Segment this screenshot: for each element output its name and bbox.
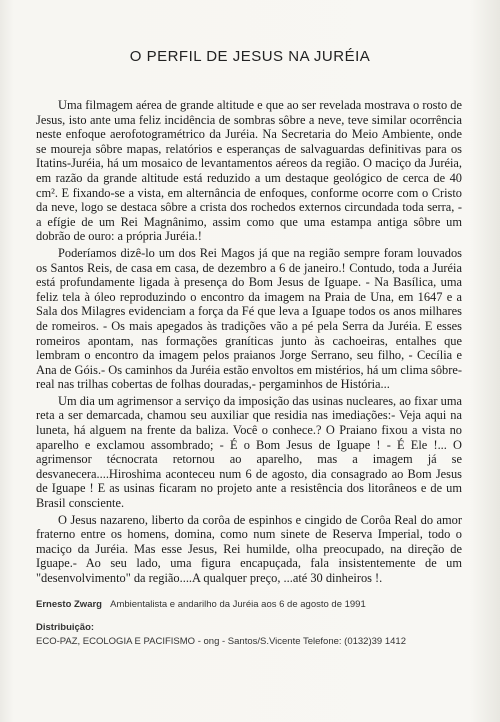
paragraph-2: Poderíamos dizê-lo um dos Rei Magos já que na região sempre foram louvados os Santos Reis, de casa em casa, de dezembro a 6 de janeiro.! Contudo, toda a Juréia está profundamente ligada à presença do Bom Jesus de Iguape. - Na Basílica, uma feliz tela à óleo reproduzindo o encontro da imagem na Praia de Una, em 1647 e a Sala dos Milagres evidenciam a força da Fé que leva a Iguape todos os anos milhares de romeiros. - Os mais apegados às tradições vão a pé pela Serra da Juréia. E esses romeiros apontam, nas formações graníticas junto às cachoeiras, entalhes que lembram o encontro da imagem pelos praianos Jorge Serrano, seu filho, - Cecília e Ana de Góis.- Os caminhos da Juréia estão envoltos em mistérios, há um clima sôbre-real nas trilhas cobertas de folhas douradas,- pergaminhos de História...: [36, 245, 463, 392]
paragraph-1: Uma filmagem aérea de grande altitude e que ao ser revelada mostrava o rosto de Jesus, isto ante uma feliz incidência de sombras sôbre a neve, teve similar ocorrência neste enfoque aerofotogramétrico da Juréia. Na Secretaria do Meio Ambiente, onde se moureja sôbre mapas, relatórios e esperanças de salvaguardas definitivas para os Itatins-Juréia, há um mosaico de levantamentos aéreos da região. O maciço da Juréia, em razão da grande altitude está reduzido a um destaque geológico de cerca de 40 cm². E fixando-se a vista, em alternância de enfoques, conforme ocorre com o Cristo da neve, logo se destaca sôbre a crista dos rochedos externos circundada toda serra, - a efígie de um Rei Magnânimo, assim como que uma estampa antiga sôbre um dobrão de ouro: a própria Juréia.!: [36, 98, 462, 244]
author-name: Ernesto Zwarg: [36, 599, 102, 610]
paragraph-4: O Jesus nazareno, liberto da corôa de espinhos e cingido de Corôa Real do amor fraterno entre os homens, domina, como num sinete de Reserva Imperial, todo o maciço da Juréia. Mas esse Jesus, Rei humilde, olha preocupado, na direção de Iguape.- Ao seu lado, uma figura encapuçada, fala insistentemente de um "desenvolvimento" da região....A qualquer preço, ...até 30 dinheiros !.: [36, 512, 462, 585]
document-title: O PERFIL DE JESUS NA JURÉIA: [129, 48, 371, 65]
document-body: [36, 98, 462, 588]
distribution-label: Distribuição:: [36, 622, 95, 633]
paragraph-3: Um dia um agrimensor a serviço da imposição das usinas nucleares, ao fixar uma reta a ser demarcada, chamou seu auxiliar que residia nas imediações:- Veja aqui na luneta, há alguem na frente da baliza. Você o conhece.? O Praiano fixou a vista no aparelho e exclamou assombrado; - É o Bom Jesus de Iguape ! - É Ele !... O agrimensor técnocrata retornou ao aparelho, mas a imagem já se desvanecera....Hiroshima aconteceu num 6 de agosto, dia consagrado ao Bom Jesus de Iguape ! E as usinas ficaram no projeto ante a resistência dos litorâneos e de um Brasil consciente.: [36, 393, 462, 511]
distribution-text: ECO-PAZ, ECOLOGIA E PACIFISMO - ong - Santos/S.Vicente Telefone: (0132)39 1412: [36, 636, 406, 647]
author-description: Ambientalista e andarilho da Juréia aos 6 de agosto de 1991: [110, 599, 366, 610]
signature-line: [36, 599, 476, 610]
